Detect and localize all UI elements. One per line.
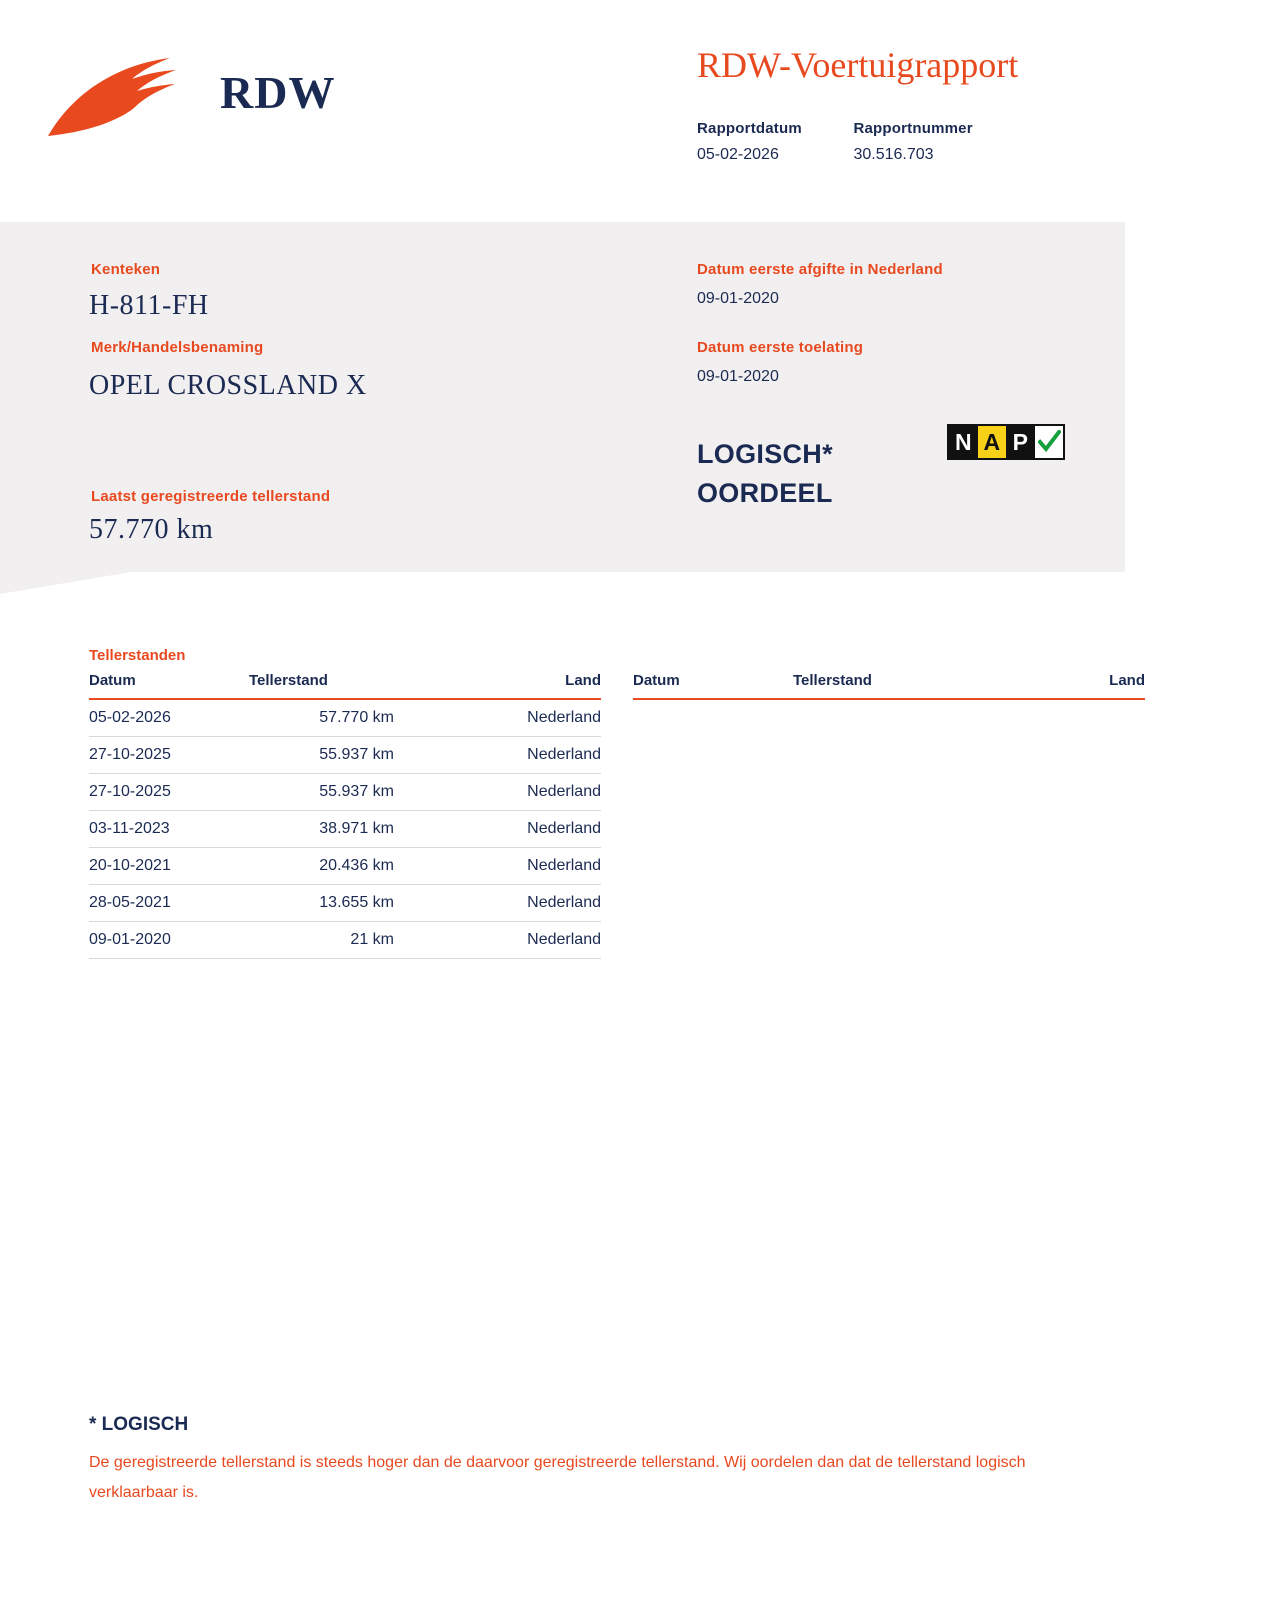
table-header-row xyxy=(89,672,601,699)
table-header-row xyxy=(633,672,1145,699)
cell-mileage: 55.937 km xyxy=(249,774,454,811)
report-number-block xyxy=(853,120,972,164)
report-number-value: 30.516.703 xyxy=(853,146,934,163)
report-date-block xyxy=(697,120,849,164)
verdict-line-1: LOGISCH* xyxy=(697,439,833,469)
column-header-country: Land xyxy=(454,672,601,699)
last-odometer-label: Laatst geregistreerde tellerstand xyxy=(91,488,331,505)
first-issue-value: 09-01-2020 xyxy=(697,290,779,307)
cell-date: 05-02-2026 xyxy=(89,699,249,737)
page-title: RDW-Voertuigrapport xyxy=(697,45,1019,85)
report-date-label: Rapportdatum xyxy=(697,120,802,137)
cell-country: Nederland xyxy=(454,885,601,922)
nap-letter-a: A xyxy=(978,426,1007,458)
odometer-section-title: Tellerstanden xyxy=(89,647,186,664)
make-label: Merk/Handelsbenaming xyxy=(91,339,264,356)
column-header-country: Land xyxy=(998,672,1145,699)
green-check-icon xyxy=(1035,426,1064,458)
cell-date: 28-05-2021 xyxy=(89,885,249,922)
last-odometer-value: 57.770 km xyxy=(89,514,214,545)
odometer-table-right xyxy=(633,672,1145,700)
cell-country: Nederland xyxy=(454,774,601,811)
cell-country: Nederland xyxy=(454,699,601,737)
licence-value: H-811-FH xyxy=(89,290,209,321)
panel-notch-decoration xyxy=(0,572,132,594)
first-admission-value: 09-01-2020 xyxy=(697,368,779,385)
cell-date: 20-10-2021 xyxy=(89,848,249,885)
nap-logo xyxy=(947,424,1065,460)
column-header-mileage: Tellerstand xyxy=(249,672,454,699)
nap-letter-p: P xyxy=(1006,426,1035,458)
table-row xyxy=(89,737,601,774)
nap-letter-n: N xyxy=(949,426,978,458)
cell-country: Nederland xyxy=(454,922,601,959)
verdict-text xyxy=(697,435,833,513)
footnote-text: De geregistreerde tellerstand is steeds hoger dan de daarvoor geregistreerde tellerstand. Wij oordelen dan dat de tellerstand logisch verklaarbaar is. xyxy=(89,1454,1026,1501)
table-row xyxy=(89,774,601,811)
rdw-logo xyxy=(42,34,342,144)
table-row xyxy=(89,811,601,848)
table-row xyxy=(89,699,601,737)
report-number-label: Rapportnummer xyxy=(853,120,973,137)
cell-mileage: 57.770 km xyxy=(249,699,454,737)
first-admission-label: Datum eerste toelating xyxy=(697,339,864,356)
cell-date: 27-10-2025 xyxy=(89,737,249,774)
column-header-date: Datum xyxy=(633,672,793,699)
cell-country: Nederland xyxy=(454,811,601,848)
report-meta xyxy=(697,120,1217,164)
cell-mileage: 20.436 km xyxy=(249,848,454,885)
verdict-line-2: OORDEEL xyxy=(697,478,833,508)
document-header xyxy=(0,0,1280,222)
first-issue-label: Datum eerste afgifte in Nederland xyxy=(697,261,943,278)
licence-label: Kenteken xyxy=(91,261,161,278)
cell-mileage: 21 km xyxy=(249,922,454,959)
cell-country: Nederland xyxy=(454,737,601,774)
cell-country: Nederland xyxy=(454,848,601,885)
column-header-date: Datum xyxy=(89,672,249,699)
rdw-wordmark: RDW xyxy=(220,67,336,118)
make-value: OPEL CROSSLAND X xyxy=(89,370,367,401)
cell-mileage: 13.655 km xyxy=(249,885,454,922)
odometer-table-left xyxy=(89,672,601,959)
cell-mileage: 55.937 km xyxy=(249,737,454,774)
rdw-flame-icon xyxy=(42,48,192,140)
table-row xyxy=(89,885,601,922)
cell-date: 09-01-2020 xyxy=(89,922,249,959)
footnote-title: * LOGISCH xyxy=(89,1414,189,1435)
cell-date: 03-11-2023 xyxy=(89,811,249,848)
cell-date: 27-10-2025 xyxy=(89,774,249,811)
table-row xyxy=(89,922,601,959)
cell-mileage: 38.971 km xyxy=(249,811,454,848)
column-header-mileage: Tellerstand xyxy=(793,672,998,699)
table-row xyxy=(89,848,601,885)
report-date-value: 05-02-2026 xyxy=(697,146,779,163)
